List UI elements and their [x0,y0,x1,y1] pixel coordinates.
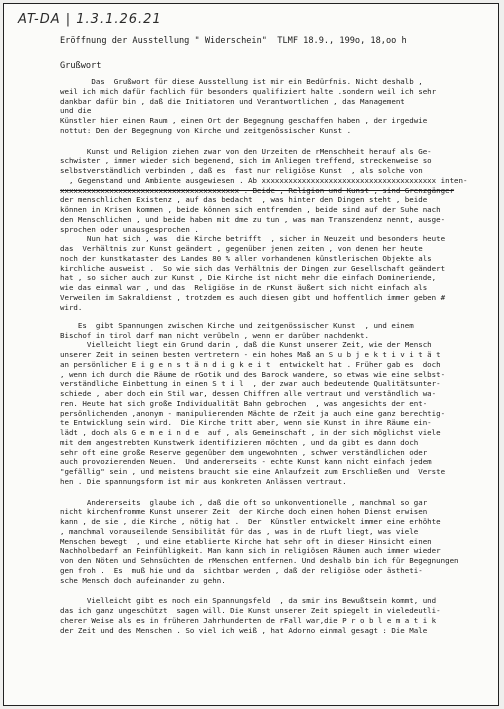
text-line: Verweilen im Sakraldienst , trotzdem es auch diesen gibt und hoffentlich immer geben # [60,292,446,302]
text-line: nicht kirchenfromme Kunst unserer Zeit der Kirche doch einen hohen Dienst erwisen [60,507,428,517]
text-line: unserer Zeit in seinen besten vertretern - ein hohes Maß an S u b j e k t i v i t ä t [60,350,441,359]
text-line: selbstverständlich verbinden , daß es fast nur religiöse Kunst , als solche von [60,166,423,175]
text-line: weil ich mich dafür fachlich für besonders qualifiziert halte .sondern weil ich sehr [60,86,437,96]
text-line: Kunst und Religion ziehen zwar von den Urzeiten de rMenschheit herauf als Ge- [60,146,432,156]
archive-stamp: AT-DA | 1.3.1.26.21 [18,12,162,27]
text-line: nottut: Den der Begegnung von Kirche und zeitgenössischer Kunst . [60,125,352,135]
text-line: Künstler hier einen Raum , einen Ort der Begegnung geschaffen haben , der irgedwie [60,116,428,125]
text-line: mit dem angestrebten Kunstwerk identifizieren möchten , und da gibt es dann doch [60,437,419,447]
text-line: Vielleicht gibt es noch ein Spannungsfeld , da smir ins Bewußtsein kommt, und [60,596,437,606]
event-title-line: Eröffnung der Ausstellung " Widerschein" TLMF 18.9., 199o, 18,oo h [60,36,407,46]
text-line: gen froh . Es muß hie und da sichtbar werden , daß der religiöse oder ästheti- [60,565,423,575]
text-line: sprochen oder unausgesprochen . [60,224,199,234]
text-line: Das Grußwort für diese Ausstellung ist mir ein Bedürfnis. Nicht deshalb , [60,77,423,86]
text-line: Menschen bewegt , und eine etablierte Kirche hat sehr oft in dieser Hinsicht einen [60,536,432,546]
document-heading: Grußwort [60,61,102,71]
text-line: lädt , doch als G e m e i n d e auf , als Gemeinschaft , in der sich möglichst viele [60,428,441,437]
text-line: sche Mensch doch aufeinander zu gehn. [60,575,226,585]
paragraph-1 [60,77,488,136]
text-line: sehr oft eine große Reserve gegenüber dem ungewohnten , schwer verständlichen oder [60,447,428,457]
text-line: , Gegenstand und Ambiente ausgewiesen . Ab xxxxxxxxxxxxxxxxxxxxxxxxxxxxxxxxxxxxxxx inten- [60,175,468,185]
text-line: Nachholbedarf an Feinfühligkeit. Man kann sich in religiösen Räumen auch immer wieder [60,546,441,556]
document-page [3,3,499,706]
text-line: schiede , aber doch ein Stil war, dessen Chiffren alle vertraut und verständlich wa- [60,389,437,398]
text-line: der Zeit und des Menschen . So viel ich weiß , hat Adorno einmal gesagt : Die Male [60,625,428,635]
text-line: persönlichenden ,anonym - manipulierenden Mächte de rZeit ja auch eine ganz berechtig- [60,408,446,418]
text-line: "gefällig" sein , und meistens braucht sie eine Anlaufzeit zum Erschließen und Verste [60,467,446,476]
text-line: können in Krisen kommen , beide können sich entfremden , beide sind auf der Suhe nach [60,205,441,214]
text-line: schwister , immer wieder sich begenend, sich im Anliegen treffend, streckenweise so [60,156,432,166]
text-line: kann , de sie , die Kirche , nötig hat . Der Künstler entwickelt immer eine erhöhte [60,517,441,526]
text-line: das ich ganz ungeschützt sagen will. Die Kunst unserer Zeit spiegelt in vieledeutli- [60,606,441,615]
text-line: der menschlichen Existenz , auf das bedacht , was hinter den Dingen steht , beide [60,195,428,205]
paragraph-4 [60,498,488,586]
text-line: kirchliche ausweist . So wie sich das Verhältnis der Dingen zur Gesellschaft geändert [60,263,446,273]
text-line: noch der kunstkataster des Landes 80 % aller vorhandenen künstlerischen Objekte als [60,253,432,263]
paragraph-2 [60,147,488,313]
text-line: Es gibt Spannungen zwischen Kirche und zeitgenössischer Kunst , und einem [60,320,414,330]
text-line: Bischof in tirol darf man nicht verübeln , wenn er darüber nachdenkt. [60,330,369,340]
struck-text-line: xxxxxxxxxxxxxxxxxxxxxxxxxxxxxxxxxxxxxxxx . Beide , Religion und Kunst , sind Grenzgänger [60,185,455,195]
text-line: Vielleicht liegt ein Grund darin , daß die Kunst unserer Zeit, wie der Mensch [60,340,432,350]
text-line: , wenn ich durch die Räume de rGotik und des Barock wandere, so etwas wie eine selbst- [60,369,446,379]
document-body [60,77,488,635]
text-line: hat , so sicher auch zur Kunst , Die Kirche ist nicht mehr die einfach Domineriende, [60,273,437,283]
text-line: an persönlicher E i g e n s t ä n d i g k e i t entwickelt hat . Früher gab es doch [60,359,441,369]
text-line: das Verhältnis zur Kunst geändert , gegenüber jenen zeiten , von denen her heute [60,244,423,253]
text-line: , manchmal vorauseilende Sensibilität für das , was in de rLuft liegt, was viele [60,526,419,536]
text-line: Andererseits glaube ich , daß die oft so unkonventionelle , manchmal so gar [60,497,428,507]
text-line: te Entwicklung sein wird. Die Kirche tritt aber, wenn sie Kunst in ihre Räume ein- [60,418,432,428]
text-line: wie das einmal war , und das Religiöse in de rKunst äußert sich nicht einfach als [60,283,428,292]
text-line: den Menschlichen , und beide haben mit dme zu tun , was man Transzendenz nennt, ausge- [60,214,446,224]
text-line: ren. Heute hat sich große Individualität Bahn gebrochen , was angesichts der ent- [60,398,428,408]
text-line: dankbar dafür bin , daß die Initiatoren und Verantwortlichen , das Management [60,96,405,106]
text-line: hen . Die spannungsform ist mir aus konkreten Anlässen vertraut. [60,476,347,486]
text-line: verständliche Einbettung in einen S t i l , der zwar auch bedeutende Qualitätsunter- [60,379,441,389]
text-line: Nun hat sich , was die Kirche betrifft , sicher in Neuzeit und besonders heute [60,234,446,244]
text-line: auch provozierenden Neuen. Und andererseits - echte Kunst kann nicht einfach jedem [60,457,432,467]
text-line: von den Nöten und Sehnsüchten de rMenschen entfernen. Und deshalb bin ich für Begegnungen [60,556,459,565]
text-line: cherer Weise als es in früheren Jahrhunderten de rFall war,die P r o b l e m a t i k [60,615,437,625]
paragraph-3 [60,321,488,487]
paragraph-5 [60,596,488,635]
text-line: wird. [60,302,83,312]
text-line: und die [60,106,92,116]
